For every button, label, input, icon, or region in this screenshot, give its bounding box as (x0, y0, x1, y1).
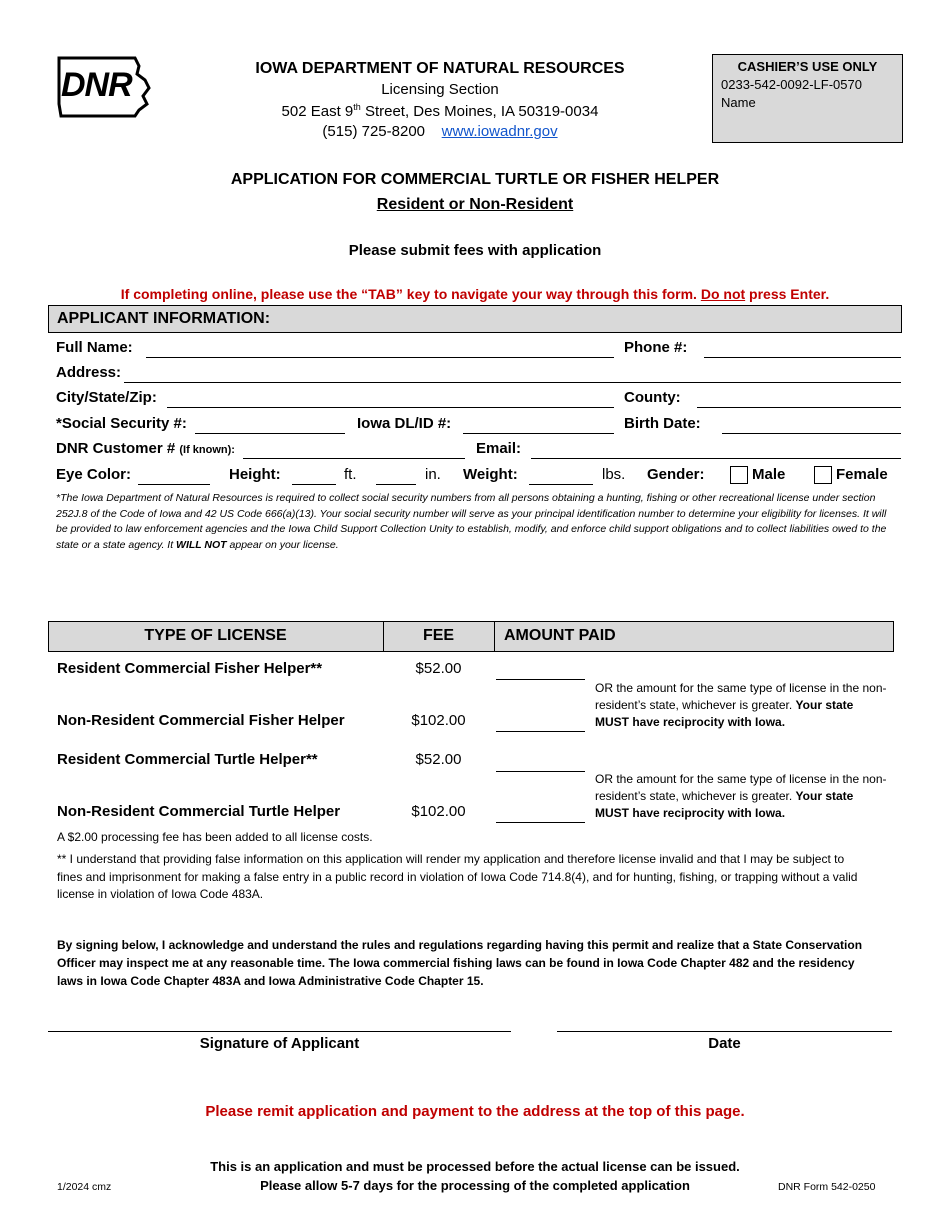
signature-field[interactable] (48, 1031, 511, 1032)
license-fee: $52.00 (415, 660, 462, 677)
male-checkbox[interactable] (730, 466, 748, 484)
gender-label: Gender: (647, 466, 705, 483)
height-label: Height: (229, 466, 281, 483)
dnr-logo (55, 54, 153, 120)
license-name: Resident Commercial Fisher Helper** (57, 660, 323, 677)
false-info-note: ** I understand that providing false information on this application will render my application and therefore license invalid and that I may be subject to fines and imprisonment for making a false entry in a public record in violation of Iowa Code 714.8(4), and for hunting, fishing, or trapping without a valid license in violation of Iowa Code 483A. (57, 852, 858, 901)
ssn-label: *Social Security #: (56, 415, 187, 432)
agency-contact (240, 123, 640, 140)
license-name: Resident Commercial Turtle Helper** (57, 751, 318, 768)
agency-website-link[interactable]: www.iowadnr.gov (441, 123, 558, 140)
license-fee: $102.00 (411, 712, 466, 729)
cashier-name-label: Name (721, 95, 756, 110)
logo-text: DNR (61, 66, 132, 104)
ft-unit: ft. (344, 466, 357, 483)
ssn-disclaimer: *The Iowa Department of Natural Resources is required to collect social security numbers from all persons obtaining a hunting, fishing or other recreational license under section 252J.8 of the Code of Iowa and 42 US Code 666(a)(13). Your social security number will serve as your principal identification number to determine your eligibility for licenses. It will be provided to law enforcement agencies and the Iowa Child Support Collection Unity to establish, modify, and enforce child support obligations and to collect liabilities owed to the state or a state agency. It WILL NOT appear on your license. (56, 492, 887, 551)
date-field[interactable] (557, 1031, 892, 1032)
city-label: City/State/Zip: (56, 389, 157, 406)
customer-label: DNR Customer # (If known): (56, 440, 235, 457)
full-name-label: Full Name: (56, 339, 133, 356)
applicant-header: APPLICANT INFORMATION: (48, 305, 902, 333)
birth-date-label: Birth Date: (624, 415, 701, 432)
lbs-unit: lbs. (602, 466, 626, 483)
weight-field[interactable] (529, 484, 593, 485)
email-label: Email: (476, 440, 522, 457)
in-unit: in. (425, 466, 441, 483)
footer-form-number: DNR Form 542-0250 (778, 1181, 876, 1193)
female-checkbox[interactable] (814, 466, 832, 484)
license-name: Non-Resident Commercial Fisher Helper (57, 712, 345, 729)
cashier-code: 0233-542-0092-LF-0570 (721, 77, 862, 92)
height-in-field[interactable] (376, 484, 416, 485)
footer-line-1: This is an application and must be processed before the actual license can be issued. (210, 1159, 740, 1174)
amount-paid-field[interactable] (496, 731, 585, 732)
col-fee-header: FEE (422, 627, 455, 644)
fees-note: Please submit fees with application (348, 242, 602, 259)
col-paid-header: AMOUNT PAID (504, 627, 616, 644)
customer-field[interactable] (243, 458, 465, 459)
reciprocity-note: OR the amount for the same type of license in the non-resident’s state, whichever is greater. Your state MUST have reciprocity with Iowa. (595, 772, 887, 820)
agency-phone: (515) 725-8200 (322, 123, 425, 140)
address-field[interactable] (124, 382, 901, 383)
dl-label: Iowa DL/ID #: (357, 415, 452, 432)
amount-paid-field[interactable] (496, 822, 585, 823)
form-title: APPLICATION FOR COMMERCIAL TURTLE OR FISHER HELPER (230, 171, 720, 188)
agency-address: 502 East 9th Street, Des Moines, IA 50319-0034 (281, 102, 599, 120)
remit-notice: Please remit application and payment to the address at the top of this page. (205, 1103, 745, 1120)
license-fee: $102.00 (411, 803, 466, 820)
form-subtitle: Resident or Non-Resident (376, 196, 574, 213)
address-label: Address: (56, 364, 122, 381)
dl-field[interactable] (463, 433, 614, 434)
county-field[interactable] (697, 407, 901, 408)
col-type-header: TYPE OF LICENSE (144, 627, 287, 644)
footer-date-code: 1/2024 cmz (57, 1181, 112, 1193)
birth-date-field[interactable] (722, 433, 901, 434)
agency-name: IOWA DEPARTMENT OF NATURAL RESOURCES (255, 60, 625, 77)
city-field[interactable] (167, 407, 614, 408)
eye-color-field[interactable] (138, 484, 210, 485)
amount-paid-field[interactable] (496, 771, 585, 772)
email-field[interactable] (531, 458, 901, 459)
weight-label: Weight: (463, 466, 518, 483)
date-label: Date (708, 1035, 741, 1052)
phone-label: Phone #: (624, 339, 688, 356)
ssn-field[interactable] (195, 433, 345, 434)
height-ft-field[interactable] (292, 484, 336, 485)
male-label: Male (752, 466, 786, 483)
license-fee: $52.00 (415, 751, 462, 768)
signature-label: Signature of Applicant (199, 1035, 360, 1052)
full-name-field[interactable] (146, 357, 614, 358)
amount-paid-field[interactable] (496, 679, 585, 680)
phone-field[interactable] (704, 357, 901, 358)
online-notice: If completing online, please use the “TAB” key to navigate your way through this form. Do not press Enter. (120, 286, 830, 302)
footer-line-2: Please allow 5-7 days for the processing of the completed application (260, 1178, 690, 1193)
cashier-box (712, 54, 903, 143)
county-label: County: (624, 389, 681, 406)
reciprocity-note: OR the amount for the same type of license in the non-resident’s state, whichever is greater. Your state MUST have reciprocity with Iowa. (595, 681, 887, 729)
cashier-title: CASHIER’S USE ONLY (737, 59, 878, 74)
processing-fee-note: A $2.00 processing fee has been added to all license costs. (57, 830, 373, 844)
female-label: Female (836, 466, 888, 483)
acknowledgement: By signing below, I acknowledge and understand the rules and regulations regarding having this permit and realize that a State Conservation Officer may inspect me at any reasonable time. The Iowa commercial fishing laws can be found in Iowa Code Chapter 482 and the residency laws in Iowa Code Chapter 483A and Iowa Administrative Code Chapter 15. (57, 938, 863, 988)
licensing-section: Licensing Section (381, 81, 499, 98)
license-name: Non-Resident Commercial Turtle Helper (57, 803, 341, 820)
eye-color-label: Eye Color: (56, 466, 132, 483)
